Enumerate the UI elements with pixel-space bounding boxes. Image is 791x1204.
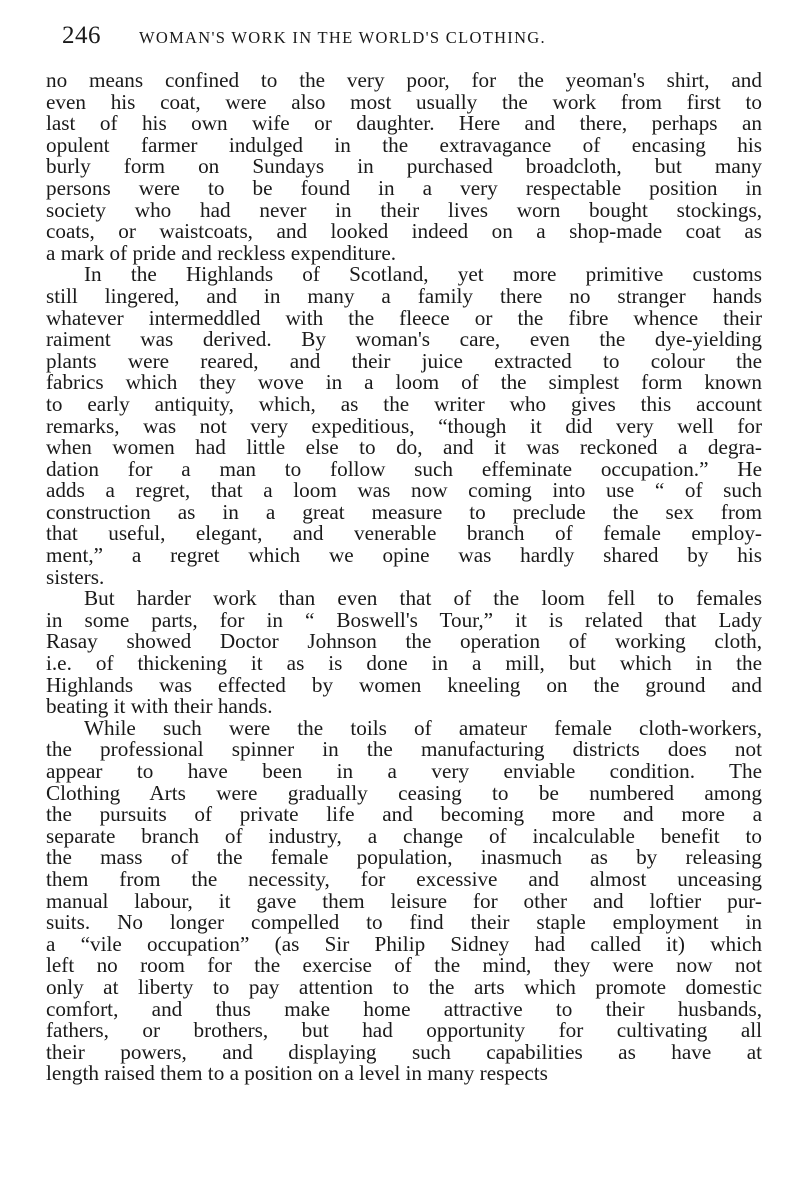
text-line: i.e. of thickening it as is done in a mill, but which in the: [46, 651, 762, 676]
text-line: still lingered, and in many a family there no stranger hands: [46, 283, 762, 308]
text-line: society who had never in their lives worn bought stockings,: [46, 197, 762, 222]
text-line: appear to have been in a very enviable condition. The: [46, 759, 762, 783]
text-line: the mass of the female population, inasmuch as by releasing: [46, 845, 762, 870]
page-header: [62, 22, 762, 56]
text-line: While such were the toils of amateur female cloth-workers,: [84, 715, 762, 740]
text-line: sisters.: [46, 564, 105, 589]
text-line: that useful, elegant, and venerable branch of female employ-: [46, 521, 762, 546]
body-text: [46, 70, 762, 1085]
text-line: construction as in a great measure to preclude the sex from: [46, 499, 762, 524]
text-line: beating it with their hands.: [46, 694, 273, 719]
text-line: remarks, was not very expeditious, “though it did very well for: [46, 413, 762, 438]
text-line: separate branch of industry, a change of incalculable benefit to: [46, 823, 762, 848]
text-line: fabrics which they wove in a loom of the simplest form known: [46, 370, 762, 395]
text-line: fathers, or brothers, but had opportunity for cultivating all: [46, 1018, 762, 1043]
text-line: Rasay showed Doctor Johnson the operation of working cloth,: [46, 629, 762, 654]
text-line: left no room for the exercise of the mind, they were now not: [46, 953, 762, 978]
text-line: But harder work than even that of the loom fell to females: [84, 586, 762, 611]
text-line: plants were reared, and their juice extracted to colour the: [46, 348, 762, 373]
page-number: 246: [62, 22, 101, 49]
text-line: the professional spinner in the manufacturing districts does not: [46, 737, 762, 762]
text-line: ment,” a regret which we opine was hardly shared by his: [46, 543, 762, 568]
paragraph: [46, 70, 762, 264]
text-line: even his coat, were also most usually the work from first to: [46, 89, 762, 114]
text-line: whatever intermeddled with the fleece or the fibre whence their: [46, 305, 762, 330]
text-line: the pursuits of private life and becoming more and more a: [46, 802, 762, 827]
text-line: suits. No longer compelled to find their staple employment in: [46, 910, 762, 935]
text-line: adds a regret, that a loom was now coming into use “ of such: [46, 478, 762, 503]
text-line: a mark of pride and reckless expenditure.: [46, 240, 397, 265]
text-line: length raised them to a position on a level in many respects: [46, 1061, 548, 1086]
text-line: last of his own wife or daughter. Here and there, perhaps an: [46, 111, 762, 136]
paragraph: [46, 588, 762, 718]
text-line: burly form on Sundays in purchased broadcloth, but many: [46, 154, 762, 179]
text-line: dation for a man to follow such effeminate occupation.” He: [46, 456, 762, 481]
text-line: In the Highlands of Scotland, yet more primitive customs: [84, 262, 762, 287]
text-line: manual labour, it gave them leisure for other and loftier pur-: [46, 888, 762, 913]
text-line: comfort, and thus make home attractive to their husbands,: [46, 996, 762, 1021]
text-line: no means confined to the very poor, for the yeoman's shirt, and: [46, 68, 762, 92]
paragraph: [46, 715, 762, 1086]
text-line: persons were to be found in a very respectable position in: [46, 175, 762, 200]
text-line: raiment was derived. By woman's care, even the dye-yielding: [46, 327, 762, 352]
text-line: Highlands was effected by women kneeling on the ground and: [46, 672, 762, 697]
text-line: their powers, and displaying such capabilities as have at: [46, 1039, 762, 1064]
text-line: in some parts, for in “ Boswell's Tour,” it is related that Lady: [46, 607, 762, 632]
text-line: when women had little else to do, and it was reckoned a degra-: [46, 435, 762, 460]
text-line: a “vile occupation” (as Sir Philip Sidney had called it) which: [46, 931, 762, 956]
paragraph: [46, 264, 762, 588]
running-head: WOMAN'S WORK IN THE WORLD'S CLOTHING.: [139, 28, 546, 47]
text-line: opulent farmer indulged in the extravagance of encasing his: [46, 132, 762, 157]
text-line: only at liberty to pay attention to the arts which promote domestic: [46, 974, 762, 999]
text-line: coats, or waistcoats, and looked indeed on a shop-made coat as: [46, 219, 762, 244]
text-line: them from the necessity, for excessive and almost unceasing: [46, 866, 762, 891]
text-line: Clothing Arts were gradually ceasing to be numbered among: [46, 780, 762, 805]
text-line: to early antiquity, which, as the writer who gives this account: [46, 391, 762, 416]
